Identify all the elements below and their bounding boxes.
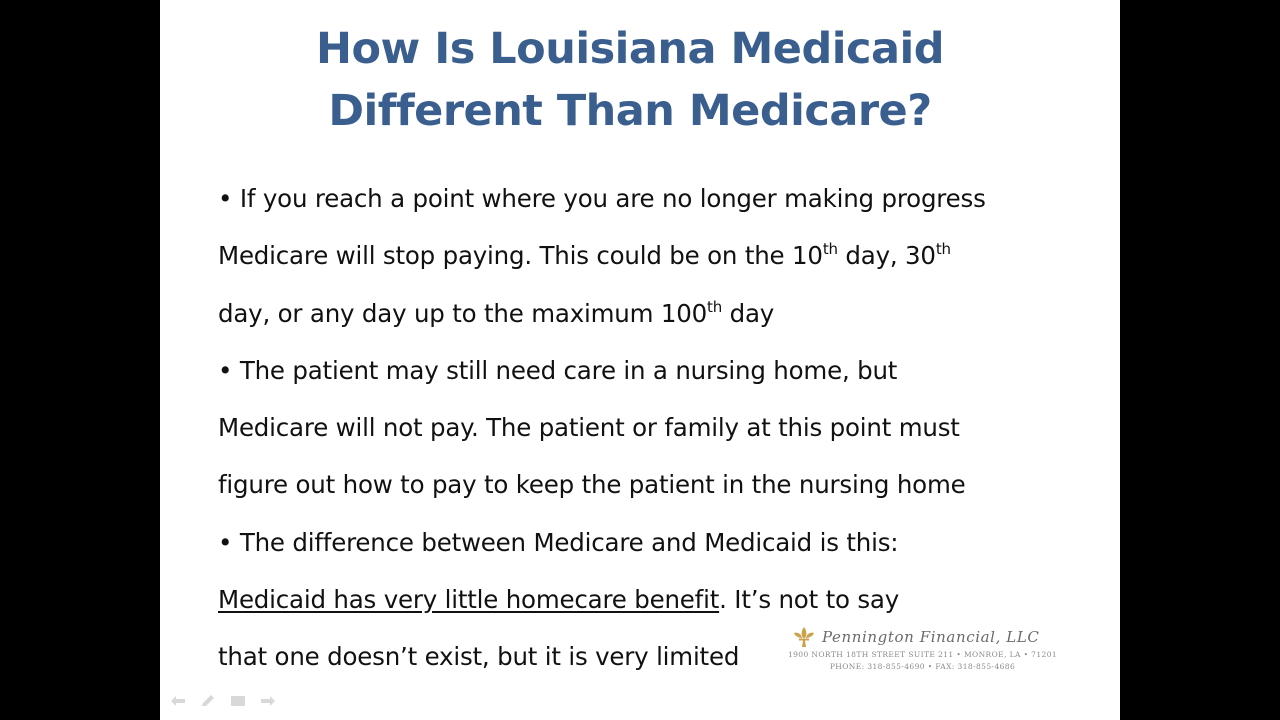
slide-title <box>160 18 1100 142</box>
bullet-3-line-3: that one doesn’t exist, but it is very limited <box>218 642 740 672</box>
superscript: th <box>707 297 723 316</box>
fleur-de-lis-icon <box>792 626 816 648</box>
pen-icon[interactable] <box>200 694 216 708</box>
logo-company-name: Pennington Financial, LLC <box>822 628 1040 646</box>
text-segment: Medicare will stop paying. This could be on the 10 <box>218 241 823 271</box>
company-logo <box>770 624 1080 674</box>
text-segment: day, 30 <box>837 241 936 271</box>
bullet-3-line-2 <box>218 571 1078 628</box>
text-segment: . It’s not to say <box>719 585 900 615</box>
underlined-text: Medicaid has very little homecare benefit <box>218 585 720 615</box>
superscript: th <box>935 240 951 259</box>
bullet-2-line-3: figure out how to pay to keep the patient in the nursing home <box>218 470 966 500</box>
bullet-2-line-1: • The patient may still need care in a nursing home, but <box>218 355 898 385</box>
bullet-1-line-1: • If you reach a point where you are no longer making progress <box>218 184 986 213</box>
title-line-1: How Is Louisiana Medicaid <box>315 24 945 74</box>
next-arrow-icon[interactable] <box>260 694 276 708</box>
text-segment: day <box>722 298 775 328</box>
superscript: th <box>822 240 838 259</box>
bullet-1-line-3 <box>218 285 1078 342</box>
logo-address: 1900 NORTH 18TH STREET SUITE 211 • MONROE, LA • 71201 <box>787 650 1058 659</box>
slide <box>160 0 1120 720</box>
logo-phone: PHONE: 318-855-4690 • FAX: 318-855-4686 <box>829 662 1016 671</box>
title-line-2: Different Than Medicare? <box>328 86 932 136</box>
slideshow-toolbar <box>170 694 276 712</box>
slide-body <box>218 170 1078 686</box>
bullet-2-line-2: Medicare will not pay. The patient or family at this point must <box>218 413 960 443</box>
menu-icon[interactable] <box>230 694 246 708</box>
bullet-1-line-2 <box>218 227 1078 284</box>
bullet-3-line-1: • The difference between Medicare and Medicaid is this: <box>218 527 899 557</box>
text-segment: day, or any day up to the maximum 100 <box>218 298 708 328</box>
previous-arrow-icon[interactable] <box>170 694 186 708</box>
